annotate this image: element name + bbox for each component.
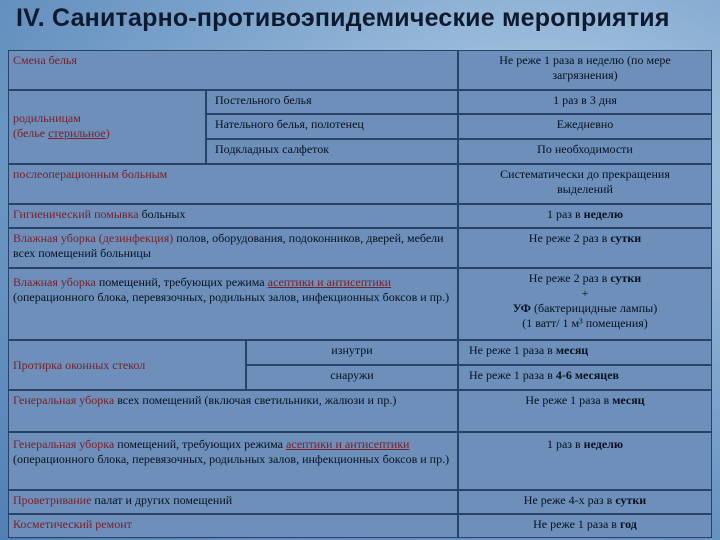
repair-freq-bold: год	[619, 517, 637, 531]
repair-label-cell	[8, 514, 458, 538]
airing-highlight: Проветривание	[13, 493, 92, 507]
wet-cleaning-frequency-cell	[458, 228, 712, 268]
hygiene-rest: больных	[138, 207, 186, 221]
windows-inside-frequency-cell	[458, 340, 712, 365]
postop-label: послеоперационным больным	[13, 167, 168, 181]
general-all-freq-pre: Не реже 1 раза в	[525, 393, 613, 407]
wet-aseptic-plus: +	[581, 286, 589, 300]
general-aseptic-underlined: асептики и антисептики	[286, 437, 410, 451]
windows-inside-cell	[246, 340, 458, 365]
puerperal-label-paren-open: (белье	[13, 126, 49, 140]
windows-label-cell	[8, 340, 246, 390]
windows-inside: изнутри	[331, 343, 373, 357]
postop-frequency: Систематически до прекращения выделений	[500, 167, 670, 196]
windows-outside-frequency-cell	[458, 365, 712, 390]
puerperal-label-cell	[8, 90, 206, 164]
puerperal-label: родильницам	[13, 111, 81, 125]
repair-highlight: Косметический ремонт	[13, 517, 132, 531]
hygiene-freq-bold: неделю	[583, 207, 624, 221]
linen-sub-item-label: Подкладных салфеток	[215, 142, 330, 156]
general-aseptic-label-cell	[8, 432, 458, 490]
general-aseptic-freq-bold: неделю	[583, 437, 624, 451]
linen-sub-item-label: Постельного белья	[215, 93, 312, 107]
windows-outside-cell	[246, 365, 458, 390]
wet-cleaning-label-cell	[8, 228, 458, 268]
airing-freq-pre: Не реже 4-х раз в	[523, 493, 616, 507]
linen-frequency: Не реже 1 раза в неделю (по мере загрязнения)	[499, 53, 671, 82]
wet-cleaning-aseptic-label-cell	[8, 268, 458, 340]
general-aseptic-freq-pre: 1 раз в	[546, 437, 584, 451]
linen-sub-item-bed	[206, 90, 458, 114]
repair-freq-pre: Не реже 1 раза в	[533, 517, 620, 531]
linen-sub-freq-underwear	[458, 114, 712, 139]
general-all-highlight: Генеральная уборка	[13, 393, 115, 407]
general-aseptic-rest1: помещений, требующих режима	[114, 437, 287, 451]
wet-aseptic-rest1: помещений, требующих режима	[95, 275, 268, 289]
postop-label-cell	[8, 164, 458, 204]
hygiene-highlight: Гигиенический помывка	[13, 207, 139, 221]
windows-label: Протирка оконных стекол	[13, 357, 146, 372]
page-title: IV. Санитарно-противоэпидемические мероприятия	[16, 4, 670, 32]
wet-aseptic-uv: УФ	[512, 301, 531, 315]
puerperal-label-paren-close: )	[105, 126, 110, 140]
hygiene-frequency-cell	[458, 204, 712, 228]
linen-sub-item-underwear	[206, 114, 458, 139]
wet-aseptic-rest2: (операционного блока, перевязочных, родильных залов, инфекционных боксов и пр.)	[13, 290, 450, 304]
puerperal-sterile: стерильное	[48, 126, 106, 140]
general-all-label-cell	[8, 390, 458, 432]
linen-sub-freq: Ежедневно	[556, 117, 614, 131]
airing-frequency-cell	[458, 490, 712, 514]
wet-cleaning-freq-pre: Не реже 2 раз в	[528, 231, 611, 245]
linen-sub-item-label: Нательного белья, полотенец	[215, 117, 364, 131]
wet-cleaning-rest: полов, оборудования, подоконников, дверей, мебели всех помещений больницы	[13, 231, 444, 260]
wet-aseptic-freq-bold: сутки	[610, 271, 642, 285]
wet-aseptic-uv-rest: (бактерицидные лампы)	[530, 301, 658, 315]
linen-sub-freq: По необходимости	[537, 142, 633, 156]
wet-aseptic-underlined: асептики и антисептики	[267, 275, 392, 289]
general-all-freq-bold: месяц	[612, 393, 645, 407]
linen-sub-freq: 1 раз в 3 дня	[553, 93, 617, 107]
general-aseptic-frequency-cell	[458, 432, 712, 490]
postop-frequency-cell	[458, 164, 712, 204]
windows-outside-freq-bold: 4-6 месяцев	[555, 368, 620, 382]
wet-aseptic-freq-pre: Не реже 2 раз в	[528, 271, 611, 285]
repair-frequency-cell	[458, 514, 712, 538]
airing-freq-bold: сутки	[615, 493, 647, 507]
wet-aseptic-power: (1 ватт/ 1 м³ помещения)	[522, 316, 648, 330]
general-all-frequency-cell	[458, 390, 712, 432]
linen-sub-freq-pads	[458, 139, 712, 164]
wet-cleaning-highlight: Влажная уборка (дезинфекция)	[13, 231, 174, 245]
windows-outside: снаружи	[330, 368, 374, 382]
airing-label-cell	[8, 490, 458, 514]
wet-aseptic-highlight: Влажная уборка	[13, 275, 96, 289]
linen-label-cell	[8, 50, 458, 90]
windows-inside-freq-bold: месяц	[555, 343, 589, 357]
general-all-rest: всех помещений (включая светильники, жалюзи и пр.)	[114, 393, 397, 407]
wet-cleaning-freq-bold: сутки	[610, 231, 642, 245]
linen-frequency-cell	[458, 50, 712, 90]
linen-sub-freq-bed	[458, 90, 712, 114]
windows-outside-freq-pre: Не реже 1 раза в	[469, 368, 556, 382]
windows-inside-freq-pre: Не реже 1 раза в	[469, 343, 556, 357]
airing-rest: палат и других помещений	[91, 493, 233, 507]
linen-sub-item-pads	[206, 139, 458, 164]
wet-cleaning-aseptic-frequency-cell	[458, 268, 712, 340]
hygiene-freq-pre: 1 раз в	[546, 207, 584, 221]
general-aseptic-highlight: Генеральная уборка	[13, 437, 115, 451]
general-aseptic-rest2: (операционного блока, перевязочных, родильных залов, инфекционных боксов и пр.)	[13, 452, 450, 466]
hygiene-label-cell	[8, 204, 458, 228]
linen-label: Смена белья	[13, 53, 77, 67]
